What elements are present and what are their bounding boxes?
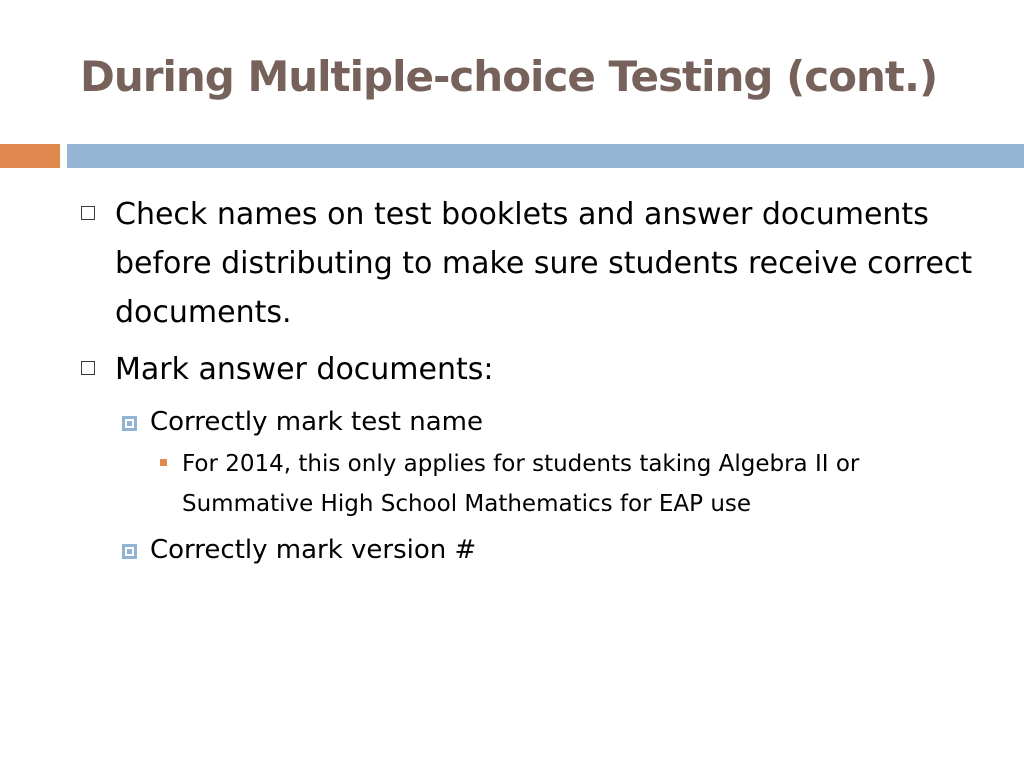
hollow-square-icon [80, 190, 115, 239]
sub-bullet-text: Correctly mark version # [150, 535, 477, 565]
bullet-text: Mark answer documents: [115, 352, 494, 387]
sub-bullet-item [122, 530, 980, 570]
accent-bar-orange [0, 144, 60, 168]
sub-sub-bullet-item [158, 444, 980, 524]
accent-bar-blue [67, 144, 1024, 168]
framed-square-icon [122, 402, 150, 442]
bullet-text: Check names on test booklets and answer documents before distributing to make sure students receive correct documents. [115, 197, 973, 330]
small-square-icon [158, 444, 182, 484]
bullet-item [80, 190, 980, 337]
framed-square-icon [122, 530, 150, 570]
bullet-list [80, 190, 980, 572]
sub-sub-bullet-text: For 2014, this only applies for students taking Algebra II or Summative High School Mathematics for EAP use [182, 451, 860, 517]
sub-bullet-text: Correctly mark test name [150, 407, 483, 437]
slide-title: During Multiple-choice Testing (cont.) [80, 52, 938, 101]
hollow-square-icon [80, 345, 115, 394]
bullet-item [80, 345, 980, 394]
sub-bullet-item [122, 402, 980, 442]
